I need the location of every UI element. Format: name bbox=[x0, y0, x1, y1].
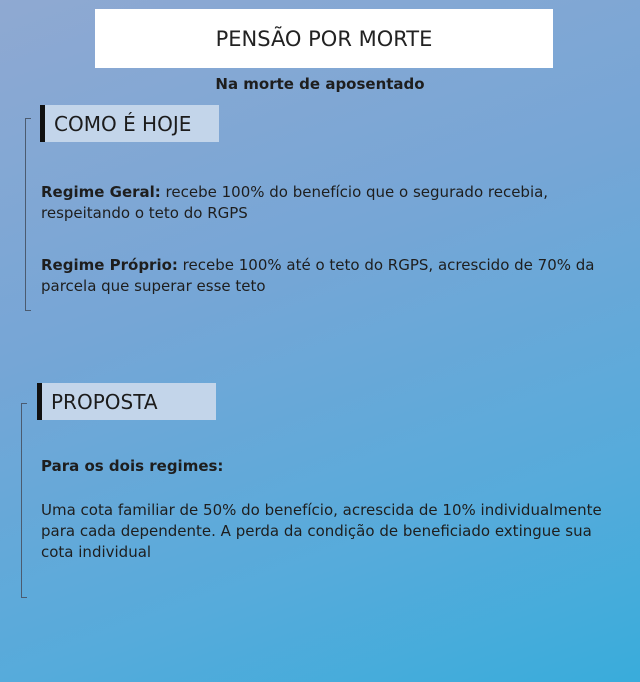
regime-proprio-text bbox=[41, 255, 611, 297]
regime-geral-description: recebe 100% do benefício que o segurado recebia, respeitando o teto do RGPS bbox=[41, 183, 549, 222]
section-bracket-today bbox=[25, 118, 31, 311]
section-heading-today bbox=[40, 105, 219, 142]
proposal-body: Uma cota familiar de 50% do benefício, acrescida de 10% individualmente para cada dependente. A perda da condição de beneficiado extingue sua cota individual bbox=[41, 501, 602, 561]
proposal-lead: Para os dois regimes: bbox=[41, 457, 224, 475]
section-heading-today-label: COMO É HOJE bbox=[54, 111, 192, 136]
page-title: PENSÃO POR MORTE bbox=[95, 9, 553, 68]
section-bracket-proposal bbox=[21, 403, 27, 598]
section-heading-proposal bbox=[37, 383, 216, 420]
section-heading-proposal-label: PROPOSTA bbox=[51, 389, 158, 414]
regime-geral-label: Regime Geral: bbox=[41, 183, 161, 201]
regime-proprio-label: Regime Próprio: bbox=[41, 256, 178, 274]
regime-proprio-description: recebe 100% até o teto do RGPS, acrescido de 70% da parcela que superar esse teto bbox=[41, 256, 595, 295]
regime-geral-text bbox=[41, 182, 611, 224]
page-subtitle: Na morte de aposentado bbox=[215, 75, 425, 93]
